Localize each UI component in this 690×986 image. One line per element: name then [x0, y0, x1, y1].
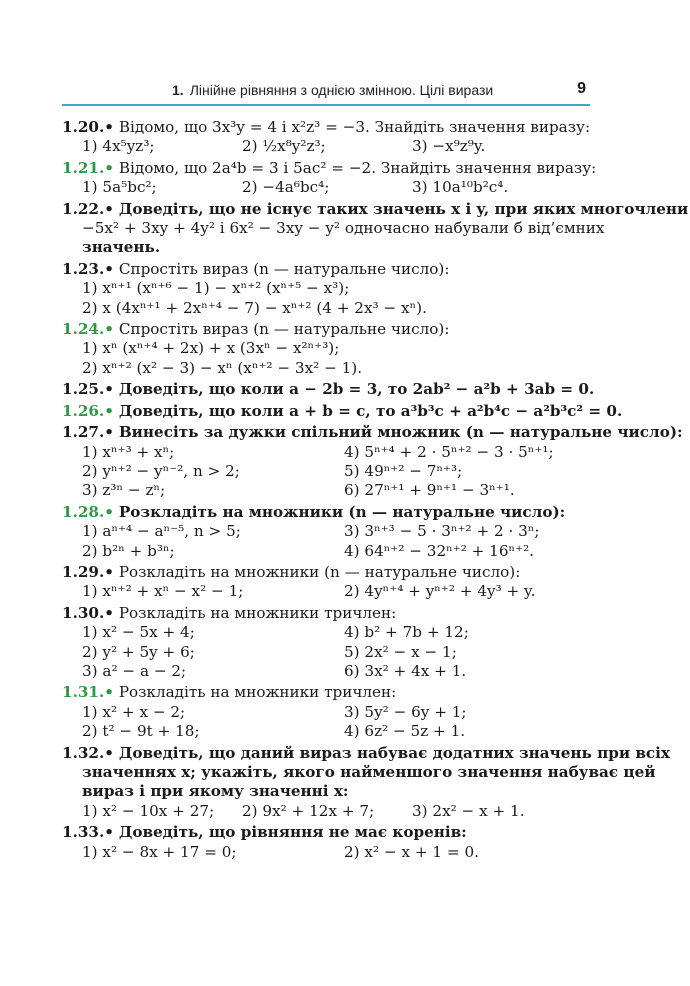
problem-1-30: 1.30.• Розкладіть на множники тричлен: 1) x² − 5x + 4; 4) b² + 7b + 12; 2) y² + 5y + 6; 5) 2x² − x − 1; 3) a² − a − 2; 6) 3x² + 4x + 1. — [62, 603, 469, 680]
problem-1-20: 1.20.• Відомо, що 3x³y = 4 і x²z³ = −3. Знайдіть значення виразу: 1) 4x⁵yz³; 2) ½x⁸y²z³; 3) −x⁹z⁹y. — [62, 118, 591, 156]
problem-1-33: 1.33.• Доведіть, що рівняння не має коренів: 1) x² − 8x + 17 = 0; 2) x² − x + 1 = 0. — [62, 823, 479, 861]
problem-1-23: 1.23.• Спростіть вираз (n — натуральне число): 1) xⁿ⁺¹ (xⁿ⁺⁶ − 1) − xⁿ⁺² (xⁿ⁺⁵ − x³); 2) x (4xⁿ⁺¹ + 2xⁿ⁺⁴ − 7) − xⁿ⁺² (4 + 2x³ − xⁿ). — [62, 259, 450, 317]
problem-1-21: 1.21.• Відомо, що 2a⁴b = 3 і 5ac² = −2. Знайдіть значення виразу: 1) 5a⁵bc²; 2) −4a⁶bc⁴; 3) 10a¹⁰b²c⁴. — [62, 158, 597, 197]
problem-1-31: 1.31.• Розкладіть на множники тричлен: 1) x² + x − 2; 3) 5y² − 6y + 1; 2) t² − 9t + 18; 4) 6z² − 5z + 1. — [62, 683, 467, 741]
problem-1-24: 1.24.• Спростіть вираз (n — натуральне число): 1) xⁿ (xⁿ⁺⁴ + 2x) + x (3xⁿ − x²ⁿ⁺³); 2) xⁿ⁺² (x² − 3) − xⁿ (xⁿ⁺² − 3x² − 1). — [62, 320, 450, 377]
problem-list — [62, 118, 689, 864]
problem-1-28: 1.28.• Розкладіть на множники (n — натуральне число): 1) aⁿ⁺⁴ − aⁿ⁻⁵, n > 5; 3) 3ⁿ⁺³ − 5 · 3ⁿ⁺² + 2 · 3ⁿ; 2) b²ⁿ + b³ⁿ; 4) 64ⁿ⁺² − 32ⁿ⁺² + 16ⁿ⁺². — [62, 502, 566, 560]
problem-1-25: 1.25.• Доведіть, що коли a − 2b = 3, то 2ab² − a²b + 3ab = 0. — [62, 380, 595, 399]
header-rule — [62, 104, 590, 106]
problem-1-22: 1.22.• Доведіть, що не існує таких значень x і y, при яких многочлени −5x² + 3xy + 4y² і 6x² − 3xy − y² одночасно набували б від’ємних значень. — [62, 199, 689, 257]
page-number: 9 — [577, 80, 586, 97]
problem-1-27: 1.27.• Винесіть за дужки спільний множник (n — натуральне число): 1) xⁿ⁺³ + xⁿ; 4) 5ⁿ⁺⁴ + 2 · 5ⁿ⁺² − 3 · 5ⁿ⁺¹; 2) yⁿ⁺² − yⁿ⁻², n > 2; 5) 49ⁿ⁺² − 7ⁿ⁺³; 3) z³ⁿ − zⁿ; 6) 27ⁿ⁺¹ + 9ⁿ⁺¹ − 3ⁿ⁺¹. — [62, 423, 683, 500]
problem-1-26: 1.26.• Доведіть, що коли a + b = c, то a³b³c + a²b⁴c − a²b³c² = 0. — [62, 401, 623, 420]
problem-1-32: 1.32.• Доведіть, що даний вираз набуває додатних значень при всіх значеннях x; укажіть, якого найменшого значення набуває цей вираз і при якому значенні x: 1) x² − 10x + 27; 2) 9x² + 12x + 7; 3) 2x² − x + 1. — [62, 743, 671, 820]
page-header — [62, 80, 590, 104]
section-title: 1. Лінійне рівняння з однією змінною. Цілі вирази — [172, 82, 494, 98]
problem-1-29: 1.29.• Розкладіть на множники (n — натуральне число): 1) xⁿ⁺² + xⁿ − x² − 1; 2) 4yⁿ⁺⁴ + yⁿ⁺² + 4y³ + y. — [62, 562, 536, 601]
